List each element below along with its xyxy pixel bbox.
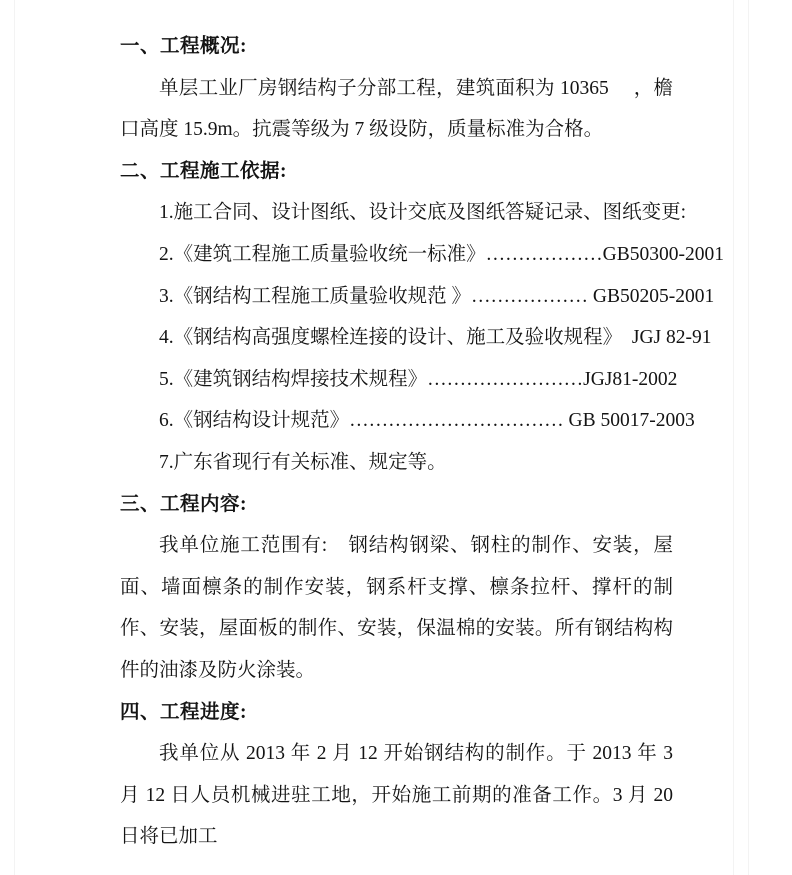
section-2-heading: 二、工程施工依据:: [120, 160, 287, 182]
section-2-item-2: 2.《建筑工程施工质量验收统一标准》………………GB50300-2001: [159, 243, 724, 265]
section-1-paragraph: 单层工业厂房钢结构子分部工程，建筑面积为 10365 ，檐口高度 15.9m。抗震等级为 7 级设防，质量标准为合格。: [120, 77, 673, 141]
section-3-paragraph: 我单位施工范围有: 钢结构钢梁、钢柱的制作、安装，屋面、墙面檩条的制作安装，钢系杆支撑、檩条拉杆、撑杆的制作、安装，屋面板的制作、安装，保温棉的安装。所有钢结构构件的油漆及防火涂装。: [120, 535, 673, 681]
section-2-item-7: 7.广东省现行有关标准、规定等。: [159, 451, 447, 473]
section-4-heading: 四、工程进度:: [120, 701, 247, 723]
section-2-item-4: 4.《钢结构高强度螺栓连接的设计、施工及验收规程》 JGJ 82-91: [159, 327, 712, 349]
page-edge-right-outer: [748, 0, 749, 875]
page-edge-right-inner: [733, 0, 734, 875]
section-2-item-3: 3.《钢结构工程施工质量验收规范 》……………… GB50205-2001: [159, 285, 715, 307]
section-4-paragraph: 我单位从 2013 年 2 月 12 开始钢结构的制作。于 2013 年 3 月 12 日人员机械进驻工地，开始施工前期的准备工作。3 月 20 日将已加工: [120, 743, 673, 848]
page-edge-left: [14, 0, 15, 875]
section-3-heading: 三、工程内容:: [120, 493, 247, 515]
section-2-item-6: 6.《钢结构设计规范》…………………………… GB 50017-2003: [159, 410, 695, 432]
section-2-item-1: 1.施工合同、设计图纸、设计交底及图纸答疑记录、图纸变更:: [159, 202, 687, 224]
section-2-item-5: 5.《建筑钢结构焊接技术规程》……………………JGJ81-2002: [159, 368, 678, 390]
section-1-heading: 一、工程概况:: [120, 36, 247, 57]
document-content: [120, 26, 724, 858]
